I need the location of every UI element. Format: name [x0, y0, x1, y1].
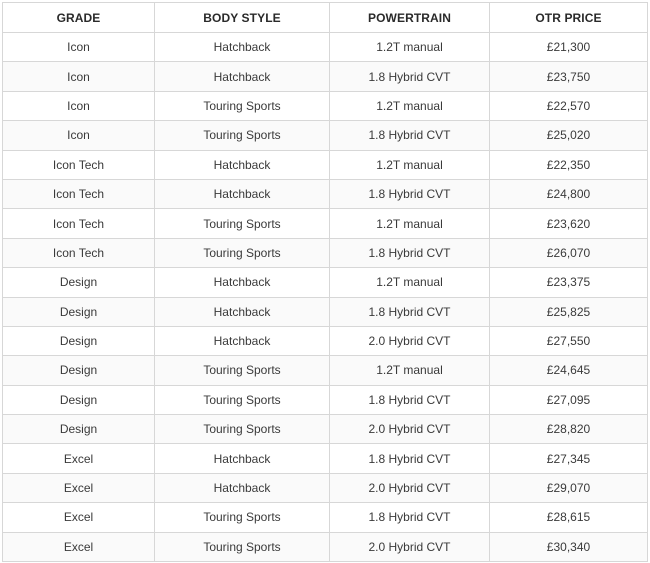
table-row	[3, 121, 648, 150]
cell-body-style: Hatchback	[155, 179, 330, 208]
cell-powertrain: 2.0 Hybrid CVT	[330, 326, 490, 355]
cell-otr-price: £25,020	[490, 121, 648, 150]
cell-body-style: Hatchback	[155, 297, 330, 326]
cell-grade: Excel	[3, 444, 155, 473]
header-otr-price: OTR PRICE	[490, 3, 648, 33]
cell-otr-price: £24,645	[490, 356, 648, 385]
cell-body-style: Hatchback	[155, 326, 330, 355]
cell-body-style: Touring Sports	[155, 209, 330, 238]
cell-powertrain: 1.2T manual	[330, 268, 490, 297]
cell-body-style: Touring Sports	[155, 415, 330, 444]
table-row	[3, 268, 648, 297]
cell-grade: Excel	[3, 503, 155, 532]
cell-powertrain: 1.2T manual	[330, 33, 490, 62]
cell-body-style: Hatchback	[155, 150, 330, 179]
table-row	[3, 62, 648, 91]
table-body	[3, 33, 648, 562]
cell-body-style: Touring Sports	[155, 532, 330, 561]
cell-otr-price: £23,375	[490, 268, 648, 297]
cell-powertrain: 1.8 Hybrid CVT	[330, 179, 490, 208]
cell-body-style: Touring Sports	[155, 385, 330, 414]
cell-otr-price: £28,615	[490, 503, 648, 532]
table-row	[3, 415, 648, 444]
cell-otr-price: £27,550	[490, 326, 648, 355]
cell-body-style: Touring Sports	[155, 91, 330, 120]
table-row	[3, 326, 648, 355]
cell-otr-price: £22,350	[490, 150, 648, 179]
cell-otr-price: £24,800	[490, 179, 648, 208]
cell-otr-price: £26,070	[490, 238, 648, 267]
table-row	[3, 356, 648, 385]
table-row	[3, 473, 648, 502]
cell-grade: Design	[3, 326, 155, 355]
header-row	[3, 3, 648, 33]
cell-otr-price: £29,070	[490, 473, 648, 502]
table-row	[3, 91, 648, 120]
cell-body-style: Hatchback	[155, 268, 330, 297]
cell-grade: Design	[3, 385, 155, 414]
cell-powertrain: 1.8 Hybrid CVT	[330, 297, 490, 326]
cell-body-style: Touring Sports	[155, 356, 330, 385]
cell-grade: Excel	[3, 473, 155, 502]
cell-powertrain: 1.8 Hybrid CVT	[330, 238, 490, 267]
cell-powertrain: 2.0 Hybrid CVT	[330, 415, 490, 444]
cell-body-style: Touring Sports	[155, 121, 330, 150]
cell-powertrain: 1.8 Hybrid CVT	[330, 121, 490, 150]
cell-otr-price: £28,820	[490, 415, 648, 444]
cell-powertrain: 1.2T manual	[330, 209, 490, 238]
cell-grade: Icon Tech	[3, 179, 155, 208]
cell-grade: Icon Tech	[3, 209, 155, 238]
cell-otr-price: £27,095	[490, 385, 648, 414]
cell-body-style: Touring Sports	[155, 503, 330, 532]
cell-otr-price: £23,750	[490, 62, 648, 91]
header-body-style: BODY STYLE	[155, 3, 330, 33]
cell-grade: Icon Tech	[3, 238, 155, 267]
cell-body-style: Touring Sports	[155, 238, 330, 267]
cell-body-style: Hatchback	[155, 33, 330, 62]
cell-grade: Design	[3, 297, 155, 326]
header-powertrain: POWERTRAIN	[330, 3, 490, 33]
cell-grade: Icon	[3, 33, 155, 62]
cell-powertrain: 1.2T manual	[330, 91, 490, 120]
header-grade: GRADE	[3, 3, 155, 33]
table-row	[3, 33, 648, 62]
cell-powertrain: 2.0 Hybrid CVT	[330, 473, 490, 502]
cell-grade: Excel	[3, 532, 155, 561]
cell-powertrain: 1.8 Hybrid CVT	[330, 385, 490, 414]
cell-grade: Icon	[3, 91, 155, 120]
table-row	[3, 209, 648, 238]
cell-otr-price: £25,825	[490, 297, 648, 326]
cell-grade: Design	[3, 356, 155, 385]
cell-powertrain: 2.0 Hybrid CVT	[330, 532, 490, 561]
table-row	[3, 150, 648, 179]
table-header	[3, 3, 648, 33]
cell-otr-price: £22,570	[490, 91, 648, 120]
cell-otr-price: £30,340	[490, 532, 648, 561]
table-row	[3, 385, 648, 414]
table-row	[3, 503, 648, 532]
cell-body-style: Hatchback	[155, 444, 330, 473]
cell-grade: Icon	[3, 62, 155, 91]
table-row	[3, 297, 648, 326]
cell-grade: Design	[3, 415, 155, 444]
cell-grade: Design	[3, 268, 155, 297]
table-row	[3, 532, 648, 561]
price-table	[2, 2, 648, 562]
table-row	[3, 179, 648, 208]
cell-powertrain: 1.2T manual	[330, 150, 490, 179]
table-row	[3, 444, 648, 473]
cell-grade: Icon	[3, 121, 155, 150]
cell-powertrain: 1.8 Hybrid CVT	[330, 62, 490, 91]
cell-otr-price: £27,345	[490, 444, 648, 473]
cell-grade: Icon Tech	[3, 150, 155, 179]
cell-powertrain: 1.8 Hybrid CVT	[330, 503, 490, 532]
cell-otr-price: £23,620	[490, 209, 648, 238]
cell-otr-price: £21,300	[490, 33, 648, 62]
cell-powertrain: 1.2T manual	[330, 356, 490, 385]
cell-body-style: Hatchback	[155, 62, 330, 91]
table-row	[3, 238, 648, 267]
cell-powertrain: 1.8 Hybrid CVT	[330, 444, 490, 473]
cell-body-style: Hatchback	[155, 473, 330, 502]
